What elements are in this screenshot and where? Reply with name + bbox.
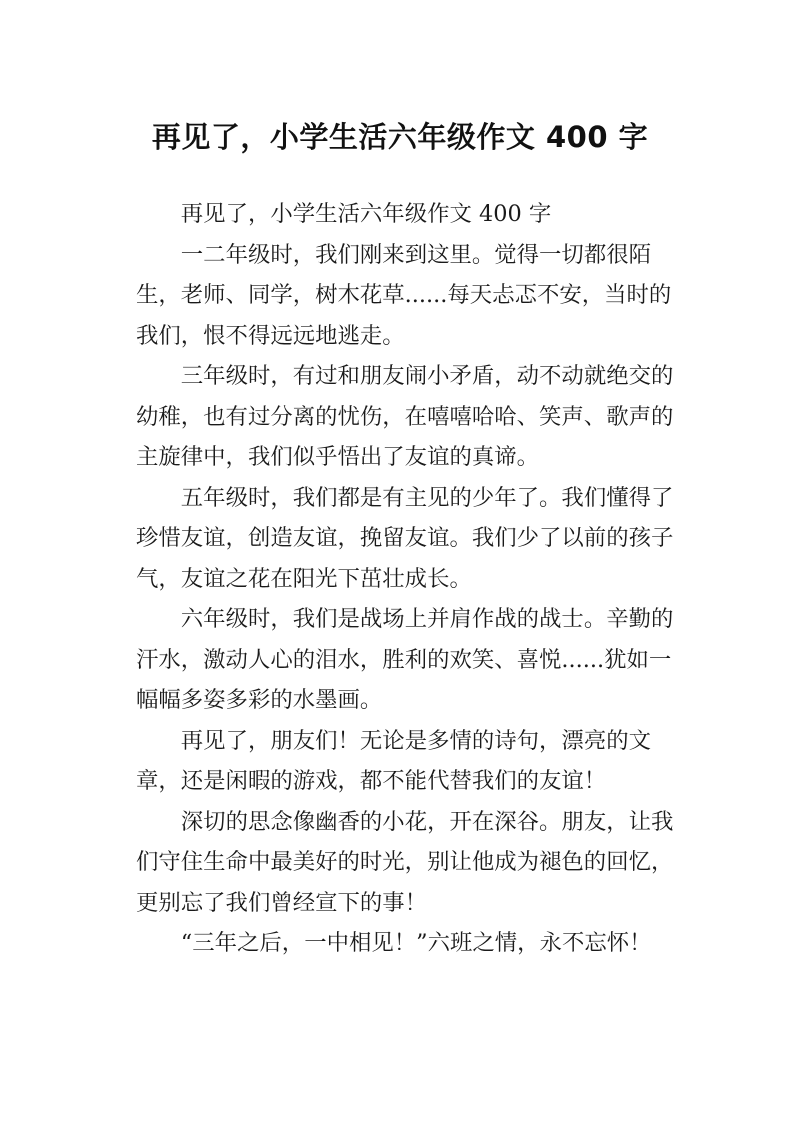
paragraph-6: 再见了，朋友们！无论是多情的诗句，漂亮的文章，还是闲暇的游戏，都不能代替我们的友谊！ [136, 727, 651, 794]
paragraph-2: 一二年级时，我们刚来到这里。觉得一切都很陌生，老师、同学，树木花草......每天忐忑不安，当时的我们，恨不得远远地逃走。 [136, 241, 672, 349]
paragraph-7: 深切的思念像幽香的小花，开在深谷。朋友，让我们守住生命中最美好的时光，别让他成为褪色的回忆，更别忘了我们曾经宣下的事！ [136, 808, 674, 916]
paragraph-5: 六年级时，我们是战场上并肩作战的战士。辛勤的汗水，激动人心的泪水，胜利的欢笑、喜悦......犹如一幅幅多姿多彩的水墨画。 [136, 606, 674, 713]
document-body [136, 194, 676, 964]
paragraph-8: “三年之后，一中相见！”六班之情，永不忘怀！ [180, 930, 652, 956]
paragraph-4: 五年级时，我们都是有主见的少年了。我们懂得了珍惜友谊，创造友谊，挽留友谊。我们少了以前的孩子气，友谊之花在阳光下茁壮成长。 [136, 484, 674, 592]
document-title: 再见了，小学生活六年级作文 400 字 [151, 120, 649, 155]
paragraph-3: 三年级时，有过和朋友闹小矛盾，动不动就绝交的幼稚，也有过分离的忧伤，在嘻嘻哈哈、笑声、歌声的主旋律中，我们似乎悟出了友谊的真谛。 [136, 363, 674, 470]
paragraph-1: 再见了，小学生活六年级作文 400 字 [180, 201, 552, 227]
